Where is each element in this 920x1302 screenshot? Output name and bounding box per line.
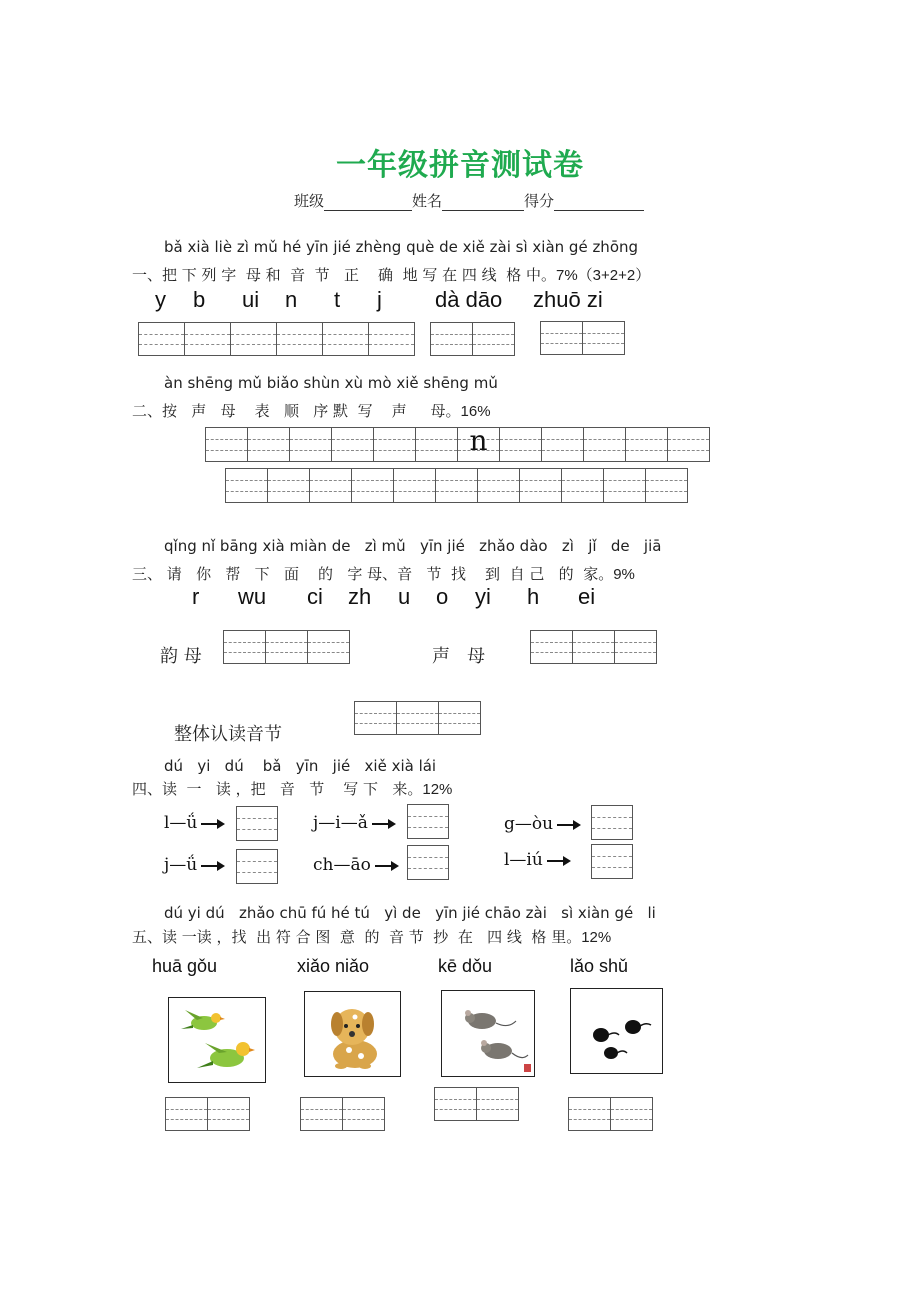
grid-cell[interactable] — [625, 427, 668, 462]
s5-answer-grid[interactable] — [300, 1097, 385, 1131]
s3-item: r — [192, 584, 200, 609]
grid-cell[interactable] — [225, 468, 268, 503]
s4-answer-grid[interactable] — [407, 845, 449, 880]
bird-icon — [181, 1010, 225, 1030]
s1-item: zhuō zi — [533, 287, 603, 312]
grid-cell[interactable] — [368, 322, 415, 356]
s1-item: dà dāo — [435, 287, 503, 312]
s3-item: ei — [578, 584, 596, 609]
s1-question — [132, 264, 650, 285]
s5-word: xiǎo niǎo — [297, 956, 370, 976]
s3-item: u — [398, 584, 411, 609]
arrow-right-icon — [547, 860, 569, 862]
score-label: 得分 — [524, 192, 555, 210]
grid-cell[interactable] — [582, 321, 625, 355]
s3-item: zh — [348, 584, 372, 609]
s1-writing-grid-dadao[interactable] — [430, 322, 515, 356]
grid-cell[interactable] — [476, 1087, 519, 1121]
grid-cell[interactable] — [342, 1097, 385, 1131]
grid-cell[interactable] — [472, 322, 515, 356]
label-yunmu: 韵 母 — [160, 646, 202, 667]
s5-word: kē dǒu — [438, 956, 493, 976]
grid-cell[interactable] — [322, 322, 369, 356]
bird-icon — [197, 1042, 255, 1068]
s1-pinyin: bǎ xià liè zì mǔ hé yīn jié zhèng què de xiě zài sì xiàn gé zhōng — [164, 238, 639, 256]
grid-cell[interactable] — [223, 630, 266, 664]
expr-text: l—ǘ — [164, 813, 198, 833]
s3-item: yi — [475, 584, 491, 609]
grid-cell[interactable] — [591, 805, 633, 840]
s2-question-text: 二、按 声 母 表 顺 序 默 写 声 母。 — [132, 402, 461, 420]
s4-answer-grid[interactable] — [591, 805, 633, 840]
expr-text: ch—āo — [313, 855, 371, 875]
grid-cell[interactable] — [289, 427, 332, 462]
s5-answer-grid[interactable] — [434, 1087, 519, 1121]
s4-question — [132, 778, 452, 799]
grid-cell[interactable] — [236, 806, 278, 841]
s2-percent: 16% — [460, 403, 491, 420]
s3-item: ci — [307, 584, 323, 609]
label-shengmu: 声 母 — [432, 646, 486, 667]
s4-question-text: 四、读 一 读 ，把 音 节 写 下 来。 — [132, 780, 423, 798]
s5-pinyin: dú yi dú zhǎo chū fú hé tú yì de yīn jié chāo zài sì xiàn gé li — [164, 904, 656, 922]
s2-question — [132, 400, 491, 421]
s4-expression — [504, 850, 569, 870]
s4-answer-grid[interactable] — [407, 804, 449, 839]
grid-cell-given — [457, 424, 500, 462]
s3-grid-zhengti[interactable] — [354, 701, 481, 735]
grid-cell[interactable] — [434, 1087, 477, 1121]
grid-cell[interactable] — [373, 427, 416, 462]
s3-question — [132, 563, 635, 584]
tadpole-icon — [593, 1028, 619, 1042]
s1-writing-grid-letters[interactable] — [138, 322, 415, 356]
grid-cell[interactable] — [645, 468, 688, 503]
grid-cell[interactable] — [610, 1097, 653, 1131]
given-letter: n — [469, 424, 488, 457]
mouse-icon — [465, 1010, 516, 1029]
s3-item: o — [436, 584, 449, 609]
s3-grid-yunmu[interactable] — [223, 630, 350, 664]
grid-cell[interactable] — [540, 321, 583, 355]
expr-text: j—ǘ — [164, 855, 198, 875]
dog-picture — [304, 991, 401, 1077]
grid-cell[interactable] — [354, 701, 397, 735]
class-blank[interactable] — [324, 194, 412, 211]
s5-word: huā gǒu — [152, 956, 218, 976]
s4-expression — [504, 814, 579, 834]
grid-cell[interactable] — [438, 701, 481, 735]
grid-cell[interactable] — [276, 322, 323, 356]
s4-answer-grid[interactable] — [236, 806, 278, 841]
grid-cell[interactable] — [138, 322, 185, 356]
grid-cell[interactable] — [499, 427, 542, 462]
arrow-right-icon — [372, 823, 394, 825]
name-blank[interactable] — [442, 194, 524, 211]
grid-cell[interactable] — [568, 1097, 611, 1131]
s4-expression — [164, 855, 223, 875]
grid-cell[interactable] — [477, 468, 520, 503]
arrow-right-icon — [375, 865, 397, 867]
grid-cell[interactable] — [407, 804, 449, 839]
page-title: 一年级拼音测试卷 — [336, 148, 584, 183]
s3-question-text: 三、 请 你 帮 下 面 的 字 母、音 节 找 到 自 己 的 家。 — [132, 565, 614, 583]
score-blank[interactable] — [554, 194, 644, 211]
grid-cell[interactable] — [396, 701, 439, 735]
grid-cell[interactable] — [207, 1097, 250, 1131]
s2-writing-grid-row1[interactable] — [205, 424, 710, 462]
grid-cell[interactable] — [309, 468, 352, 503]
tadpoles-picture — [570, 988, 663, 1074]
s5-question — [132, 926, 611, 947]
s1-item: n — [285, 287, 298, 312]
mice-picture — [441, 990, 535, 1077]
grid-cell[interactable] — [307, 630, 350, 664]
s4-expression — [313, 813, 394, 833]
s4-answer-grid[interactable] — [591, 844, 633, 879]
s1-item: y — [155, 287, 166, 312]
class-label: 班级 — [294, 192, 325, 210]
grid-cell[interactable] — [614, 630, 657, 664]
grid-cell[interactable] — [236, 849, 278, 884]
tadpole-icon — [625, 1020, 651, 1034]
expr-text: j—i—ǎ — [313, 813, 368, 833]
grid-cell[interactable] — [572, 630, 615, 664]
s3-item: h — [527, 584, 540, 609]
label-zhengti: 整体认读音节 — [174, 724, 282, 745]
grid-cell[interactable] — [561, 468, 604, 503]
grid-cell[interactable] — [205, 427, 248, 462]
grid-cell[interactable] — [435, 468, 478, 503]
expr-text: l—iú — [504, 850, 543, 870]
s2-writing-grid-row2[interactable] — [225, 468, 688, 503]
grid-cell[interactable] — [407, 845, 449, 880]
s4-pinyin: dú yi dú bǎ yīn jié xiě xià lái — [164, 757, 437, 775]
s1-question-text: 一、把 下 列 字 母 和 音 节 正 确 地 写 在 四 线 格 中。 — [132, 266, 556, 284]
student-info — [294, 190, 644, 211]
arrow-right-icon — [201, 865, 223, 867]
grid-cell[interactable] — [300, 1097, 343, 1131]
grid-cell[interactable] — [265, 630, 308, 664]
mouse-icon — [481, 1040, 528, 1059]
name-label: 姓名 — [412, 192, 443, 210]
grid-cell[interactable] — [603, 468, 646, 503]
s4-expression — [164, 813, 223, 833]
grid-cell[interactable] — [591, 844, 633, 879]
grid-cell[interactable] — [415, 427, 458, 462]
grid-cell[interactable] — [393, 468, 436, 503]
s1-item: ui — [242, 287, 260, 312]
grid-cell[interactable] — [331, 427, 374, 462]
s3-percent: 9% — [613, 566, 635, 583]
grid-cell[interactable] — [430, 322, 473, 356]
grid-cell[interactable] — [184, 322, 231, 356]
s2-pinyin: àn shēng mǔ biǎo shùn xù mò xiě shēng mǔ — [164, 374, 498, 392]
grid-cell[interactable] — [247, 427, 290, 462]
s1-writing-grid-zhuozi[interactable] — [540, 321, 625, 355]
s4-expression — [313, 855, 397, 875]
s4-percent: 12% — [422, 781, 453, 798]
s1-percent: 7%（3+2+2） — [555, 267, 651, 284]
s5-answer-grid[interactable] — [165, 1097, 250, 1131]
grid-cell[interactable] — [351, 468, 394, 503]
arrow-right-icon — [557, 824, 579, 826]
s3-pinyin: qǐng nǐ bāng xià miàn de zì mǔ yīn jié zhǎo dào zì jǐ de jiā — [164, 537, 662, 555]
arrow-right-icon — [201, 823, 223, 825]
s5-word: lǎo shǔ — [570, 956, 629, 976]
grid-cell[interactable] — [541, 427, 584, 462]
s1-item: t — [334, 287, 341, 312]
grid-cell[interactable] — [267, 468, 310, 503]
birds-picture — [168, 997, 266, 1083]
s5-percent: 12% — [581, 929, 612, 946]
s3-grid-shengmu[interactable] — [530, 630, 657, 664]
expr-text: g—òu — [504, 814, 554, 834]
s3-item: wu — [238, 584, 267, 609]
grid-cell[interactable] — [519, 468, 562, 503]
grid-cell[interactable] — [165, 1097, 208, 1131]
tadpole-icon — [604, 1047, 627, 1059]
s1-item: b — [193, 287, 206, 312]
grid-cell[interactable] — [530, 630, 573, 664]
s4-answer-grid[interactable] — [236, 849, 278, 884]
s5-answer-grid[interactable] — [568, 1097, 653, 1131]
grid-cell[interactable] — [667, 427, 710, 462]
grid-cell[interactable] — [583, 427, 626, 462]
grid-cell[interactable] — [230, 322, 277, 356]
s5-question-text: 五、读 一读 ，找 出 符 合 图 意 的 音 节 抄 在 四 线 格 里。 — [132, 928, 582, 946]
s1-item: j — [377, 287, 382, 312]
